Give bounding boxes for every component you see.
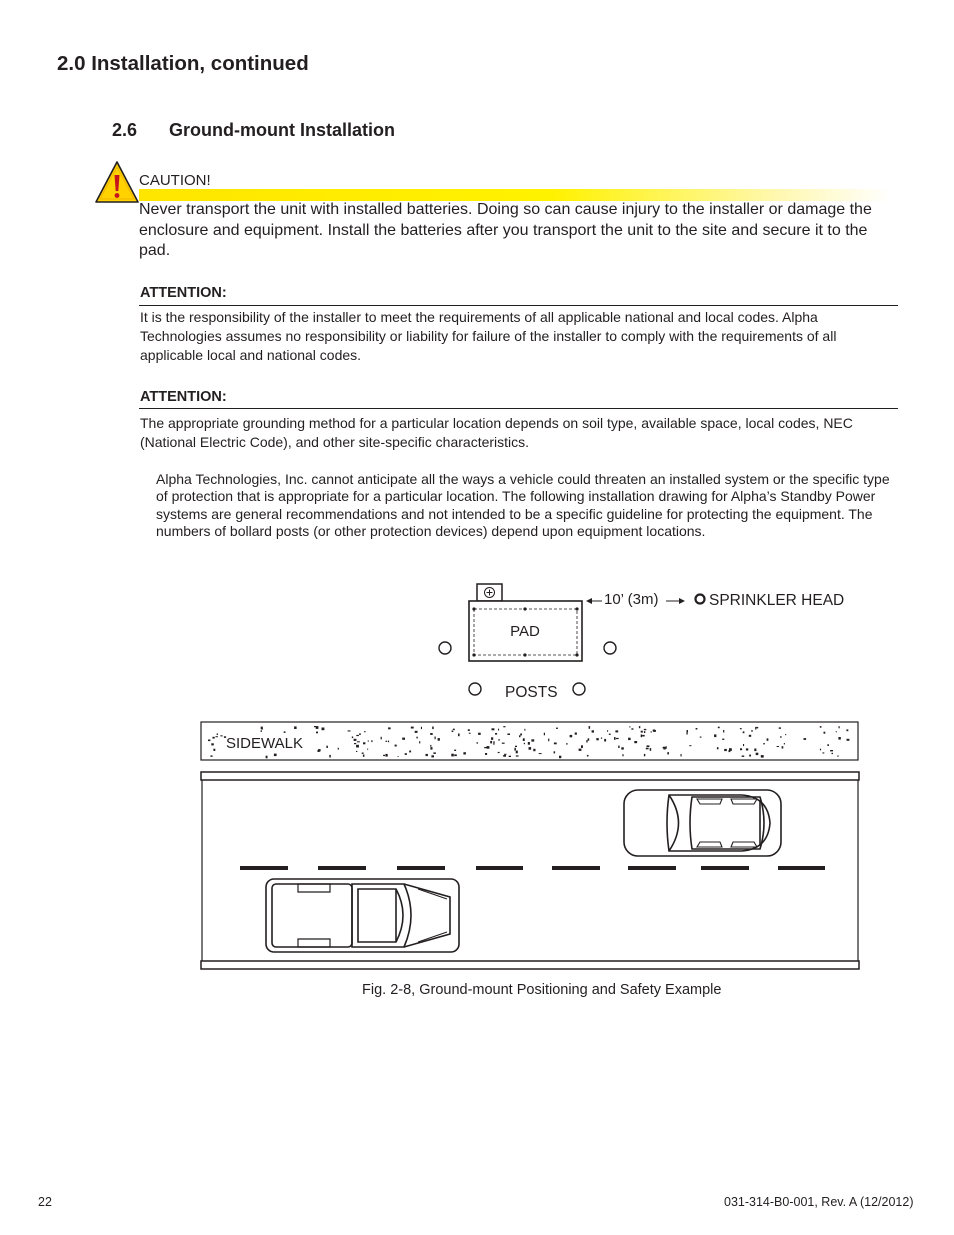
sidewalk-speckle xyxy=(785,734,786,735)
sidewalk-speckle xyxy=(749,735,751,737)
sidewalk-speckle xyxy=(782,746,784,748)
sidewalk-speckle xyxy=(524,743,525,744)
sidewalk-speckle xyxy=(395,745,397,747)
sidewalk-speckle xyxy=(751,730,753,731)
sidewalk-speckle xyxy=(604,739,606,742)
sidewalk-speckle xyxy=(371,740,372,742)
sidewalk-speckle xyxy=(723,730,724,733)
distance-label: 10’ (3m) xyxy=(604,591,659,608)
sidewalk-speckle xyxy=(644,731,645,733)
sidewalk-speckle xyxy=(548,739,549,742)
sidewalk-speckle xyxy=(504,754,506,755)
sidewalk-speckle xyxy=(383,755,385,756)
sidewalk-speckle xyxy=(338,748,339,750)
sidewalk-speckle xyxy=(217,733,218,735)
sidewalk-speckle xyxy=(846,729,848,731)
sidewalk-speckle xyxy=(438,738,440,741)
sidewalk-speckle xyxy=(454,754,457,756)
sidewalk-speckle xyxy=(352,737,353,739)
sidewalk-speckle xyxy=(356,735,359,736)
sidewalk-speckle xyxy=(484,747,487,748)
sidewalk-speckle xyxy=(531,739,534,741)
sidewalk-speckle xyxy=(503,755,506,757)
sidewalk-speckle xyxy=(492,728,495,730)
sidewalk-speckle xyxy=(498,752,500,753)
sidewalk-speckle xyxy=(409,751,411,753)
sidewalk-speckle xyxy=(588,738,590,740)
sidewalk-speckle xyxy=(516,755,519,756)
sidewalk-speckle xyxy=(847,739,850,741)
sidewalk-speckle xyxy=(469,733,471,734)
posts-label: POSTS xyxy=(505,684,558,701)
sidewalk-speckle xyxy=(326,746,328,748)
road-curb-top xyxy=(201,772,859,780)
sidewalk-speckle xyxy=(755,727,756,730)
page-number: 22 xyxy=(38,1195,52,1209)
sidewalk-speckle xyxy=(502,743,505,744)
sidewalk-speckle xyxy=(529,747,532,750)
sidewalk-speckle xyxy=(294,726,297,729)
sidewalk-speckle xyxy=(641,731,643,733)
post-icon xyxy=(469,683,481,695)
sidewalk-speckle xyxy=(354,743,356,744)
document-id: 031-314-B0-001, Rev. A (12/2012) xyxy=(724,1195,914,1209)
sidewalk-speckle xyxy=(363,742,365,744)
section-number: 2.6 xyxy=(112,120,138,140)
sidewalk-speckle xyxy=(426,754,428,756)
sidewalk-speckle xyxy=(722,739,724,740)
sidewalk-speckle xyxy=(316,732,318,734)
pad-label: PAD xyxy=(510,623,540,640)
sidewalk-speckle xyxy=(431,755,434,757)
sidewalk-speckle xyxy=(216,736,218,737)
page-header-title: 2.0 Installation, continued xyxy=(57,52,309,75)
sidewalk-speckle xyxy=(653,730,656,732)
sidewalk-speckle xyxy=(634,741,637,743)
sidewalk-speckle xyxy=(208,740,210,742)
sidewalk-speckle xyxy=(644,729,647,730)
sidewalk-speckle xyxy=(318,749,321,751)
sidewalk-speckle xyxy=(359,733,361,735)
sidewalk-speckle xyxy=(316,726,319,729)
sidewalk-speckle xyxy=(388,741,389,743)
sidewalk-speckle xyxy=(642,735,645,737)
sidewalk-speckle xyxy=(614,737,616,740)
sidewalk-speckle xyxy=(824,732,826,734)
sidewalk-speckle xyxy=(592,730,594,732)
sidewalk-speckle xyxy=(435,737,436,740)
sidewalk-speckle xyxy=(487,746,490,749)
sidewalk-speckle xyxy=(754,749,756,752)
sidewalk-speckle xyxy=(398,756,399,757)
attention-heading-2: ATTENTION: xyxy=(140,389,227,405)
sidewalk-speckle xyxy=(210,755,212,756)
sidewalk-speckle xyxy=(415,731,418,733)
sidewalk-speckle xyxy=(777,746,779,747)
sidewalk-speckle xyxy=(607,730,608,731)
sidewalk-speckle xyxy=(322,728,325,731)
sidewalk-speckle xyxy=(601,738,602,739)
sidewalk-speckle xyxy=(663,747,666,749)
sidewalk-speckle xyxy=(804,738,807,740)
sidewalk-speckle xyxy=(363,755,365,757)
sidewalk-speckle xyxy=(650,748,652,751)
sidewalk-speckle xyxy=(746,748,748,750)
sidewalk-speckle xyxy=(503,726,505,727)
sprinkler-head-icon xyxy=(696,595,705,604)
sidewalk-speckle xyxy=(284,731,286,733)
sidewalk-speckle xyxy=(364,731,365,732)
sidewalk-speckle xyxy=(368,741,369,742)
sidewalk-speckle xyxy=(430,745,431,747)
equipment-enclosure xyxy=(477,584,502,601)
lane-divider xyxy=(240,866,825,870)
sidewalk-speckle xyxy=(667,752,669,754)
sidewalk-speckle xyxy=(433,752,436,754)
road-curb-bottom xyxy=(201,961,859,969)
sidewalk-speckle xyxy=(430,733,433,735)
body-paragraph: Alpha Technologies, Inc. cannot anticipate all the ways a vehicle could threaten an installed system or the specific type of protection that is appropriate for a particular location. The following installation drawing for Alpha’s Standby Power systems are general recommendations and not intended to be a specific guideline for protecting the equipment. The numbers of bollard posts (or other protection devices) depend upon equipment locations. xyxy=(156,471,890,539)
sidewalk-speckle xyxy=(362,753,364,754)
sidewalk-speckle xyxy=(490,741,492,744)
sidewalk-speckle xyxy=(421,727,422,729)
sidewalk-speckle xyxy=(514,748,516,751)
sidewalk-speckle xyxy=(631,728,633,729)
sidewalk-speckle xyxy=(498,729,499,731)
sidewalk-speckle xyxy=(622,754,623,756)
sidewalk-speckle xyxy=(356,745,359,748)
sidewalk-speckle xyxy=(687,730,689,732)
sidewalk-speckle xyxy=(419,741,420,743)
sidewalk-speckle xyxy=(587,755,589,757)
sidewalk-speckle xyxy=(616,738,619,739)
sidewalk-speckle xyxy=(575,733,577,735)
sidewalk-speckle xyxy=(261,728,262,730)
sidewalk-speckle xyxy=(220,735,222,736)
sidewalk-speckle xyxy=(477,742,479,743)
caution-text: Never transport the unit with installed batteries. Doing so can cause injury to the installer or damage the enclosure and equipment. Install the batteries after you transport the unit to the site and secure it to the pad. xyxy=(139,201,872,259)
sidewalk-speckle xyxy=(822,752,824,753)
post-icon xyxy=(573,683,585,695)
sidewalk-speckle xyxy=(274,754,277,757)
sidewalk-speckle xyxy=(589,726,591,729)
sidewalk-speckle xyxy=(468,729,470,731)
sidewalk-speckle xyxy=(596,738,599,740)
sidewalk-speckle xyxy=(539,753,542,754)
sidewalk-speckle xyxy=(836,731,837,732)
sidewalk-speckle xyxy=(689,745,691,746)
attention-heading-1: ATTENTION: xyxy=(140,285,227,301)
sidewalk-speckle xyxy=(763,743,765,744)
sidewalk-speckle xyxy=(385,754,387,757)
sidewalk-speckle xyxy=(524,729,525,731)
sidewalk-speckle xyxy=(432,727,434,730)
sidewalk-speckle xyxy=(832,753,834,754)
sidewalk-speckle xyxy=(388,727,391,729)
sprinkler-label: SPRINKLER HEAD xyxy=(709,592,845,609)
sidewalk-speckle xyxy=(556,728,558,729)
sidewalk-speckle xyxy=(357,741,360,742)
sidewalk-speckle xyxy=(498,739,500,740)
sidewalk-speckle xyxy=(742,756,745,757)
sidewalk-speckle xyxy=(402,738,405,740)
sidewalk-speckle xyxy=(761,755,764,758)
sidewalk-speckle xyxy=(696,728,698,730)
sidewalk-speckle xyxy=(458,734,460,737)
sidewalk-speckle xyxy=(354,739,357,741)
sidewalk-speckle xyxy=(520,734,522,736)
sidewalk-speckle xyxy=(515,746,517,747)
sidewalk-speckle xyxy=(629,726,630,727)
sidewalk-speckle xyxy=(820,749,821,751)
car-icon xyxy=(624,790,781,856)
sidewalk-speckle xyxy=(714,734,716,737)
sidewalk-speckle xyxy=(729,748,732,751)
sidewalk-speckle xyxy=(523,738,525,741)
truck-icon xyxy=(266,879,459,952)
sidewalk-speckle xyxy=(780,736,782,737)
sidewalk-speckle xyxy=(756,753,759,755)
sidewalk-speckle xyxy=(559,756,561,759)
sidewalk-speckle xyxy=(356,751,357,752)
sidewalk-speckle xyxy=(641,734,642,737)
sidewalk-speckle xyxy=(213,737,215,739)
sidewalk-speckle xyxy=(566,743,567,745)
sidewalk-speckle xyxy=(784,743,785,744)
sidewalk-speckle xyxy=(651,731,652,732)
section-title: Ground-mount Installation xyxy=(169,120,395,140)
sidewalk-speckle xyxy=(740,748,742,750)
caution-label: CAUTION! xyxy=(139,172,211,189)
sidewalk-speckle xyxy=(830,750,833,751)
sidewalk-speckle xyxy=(478,733,481,735)
sidewalk-speckle xyxy=(647,745,650,747)
attention-text-1: It is the responsibility of the installer to meet the requirements of all applicable national and local codes. Alpha Technologies assumes no responsibility or liability for failure of the installer to comply with the requirements of all applicable local and national codes. xyxy=(140,309,837,363)
sidewalk-speckle xyxy=(586,740,587,742)
sidewalk-speckle xyxy=(700,737,702,738)
sidewalk-speckle xyxy=(528,742,530,745)
sidewalk-speckle xyxy=(211,743,214,745)
sidewalk-speckle xyxy=(463,752,466,754)
sidewalk-speckle xyxy=(451,754,454,757)
sidewalk-speckle xyxy=(628,738,631,740)
sidewalk-speckle xyxy=(507,734,510,736)
sidewalk-speckle xyxy=(386,741,388,742)
sidewalk-speckle xyxy=(405,753,407,755)
sidewalk-speckle xyxy=(491,737,493,740)
sidewalk-speckle xyxy=(686,733,687,735)
sidewalk-speckle xyxy=(749,755,751,757)
sidewalk-speckle xyxy=(554,743,557,745)
sidewalk-speckle xyxy=(261,730,262,732)
sidewalk-speckle xyxy=(615,730,618,732)
sidewalk-speckle xyxy=(717,747,719,749)
sidewalk-speckle xyxy=(666,746,667,749)
sidewalk-speckle xyxy=(839,726,840,728)
sidewalk-speckle xyxy=(743,731,745,733)
sidewalk-speckle xyxy=(639,726,640,728)
sidewalk-speckle xyxy=(740,728,742,729)
sidewalk-speckle xyxy=(454,750,456,751)
sidewalk-speckle xyxy=(519,735,521,737)
post-icon xyxy=(439,642,451,654)
sidewalk-speckle xyxy=(621,747,624,749)
sidewalk-speckle xyxy=(430,747,432,750)
sidewalk-speckle xyxy=(453,729,455,730)
sidewalk-speckle xyxy=(724,749,727,751)
sidewalk-speckle xyxy=(516,751,518,754)
sidewalk-speckle xyxy=(493,743,494,745)
post-icon xyxy=(604,642,616,654)
attention-text-2: The appropriate grounding method for a particular location depends on soil type, available space, local codes, NEC (National Electric Code), and other site-specific characteristics. xyxy=(140,415,853,450)
sidewalk-speckle xyxy=(718,727,720,729)
sidewalk-speckle xyxy=(756,727,758,729)
sidewalk-speckle xyxy=(579,749,582,751)
sidewalk-speckle xyxy=(485,753,487,755)
sidewalk-speckle xyxy=(348,730,351,731)
sidewalk-speckle xyxy=(554,751,556,753)
sidewalk-speckle xyxy=(509,756,511,757)
sidewalk-speckle xyxy=(609,734,611,735)
sidewalk-speckle xyxy=(743,744,744,746)
sidewalk-speckle xyxy=(533,749,535,751)
sidewalk-speckle xyxy=(837,756,839,757)
sidewalk-speckle xyxy=(544,733,545,736)
sidewalk-speckle xyxy=(820,726,822,728)
sidewalk-speckle xyxy=(495,733,497,735)
sidewalk-speckle xyxy=(827,744,829,746)
sidewalk-speckle xyxy=(416,737,417,739)
figure-caption: Fig. 2-8, Ground-mount Positioning and Safety Example xyxy=(362,982,722,998)
sidewalk-speckle xyxy=(681,754,682,757)
sidewalk-speckle xyxy=(367,749,368,750)
sidewalk-speckle xyxy=(581,745,583,748)
sidewalk-speckle xyxy=(838,737,840,740)
sidewalk-speckle xyxy=(644,754,645,756)
sidewalk-speckle xyxy=(767,738,769,740)
sidewalk-speckle xyxy=(618,746,619,748)
sidewalk-speckle xyxy=(570,735,573,737)
sidewalk-label: SIDEWALK xyxy=(226,735,303,752)
sidewalk-speckle xyxy=(213,749,215,751)
sidewalk-speckle xyxy=(329,755,331,758)
sidewalk-speckle xyxy=(779,727,781,728)
sidewalk-speckle xyxy=(646,748,649,750)
sidewalk-speckle xyxy=(381,737,382,740)
sidewalk-speckle xyxy=(452,731,454,733)
sidewalk-speckle xyxy=(266,756,268,759)
sidewalk-speckle xyxy=(411,727,414,729)
